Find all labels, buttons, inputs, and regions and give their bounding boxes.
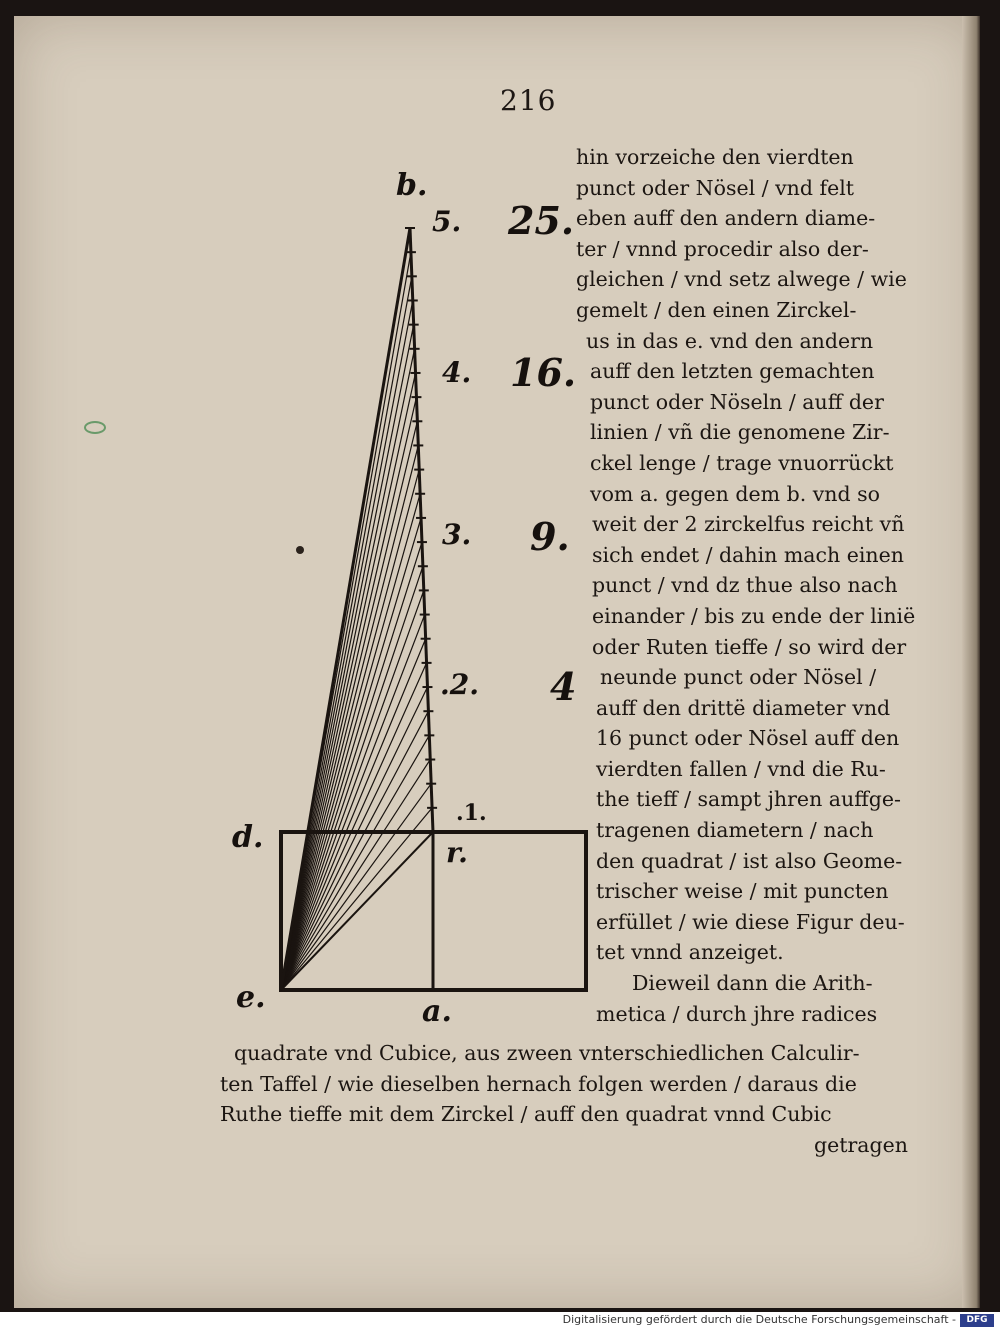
label-e: e. bbox=[236, 980, 266, 1015]
text-line: tragenen diametern / nach bbox=[596, 818, 874, 843]
text-line: auff den drittë diameter vnd bbox=[596, 695, 891, 720]
text-line: einander / bis zu ende der linië bbox=[592, 603, 916, 628]
text-line: punct oder Nösel / vnd felt bbox=[576, 175, 855, 200]
fan-lines bbox=[281, 228, 432, 990]
fan-line bbox=[281, 518, 421, 990]
text-line: ter / vnnd procedir also der- bbox=[576, 236, 869, 261]
label-level-2: .2. bbox=[440, 668, 479, 701]
text-line: Ruthe tieffe mit dem Zirckel / auff den quadrat vnnd Cubic bbox=[220, 1102, 832, 1127]
text-line: punct / vnd dz thue also nach bbox=[592, 573, 898, 598]
label-square-25: 25. bbox=[508, 198, 575, 243]
text-line: auff den letzten gemachten bbox=[590, 359, 875, 384]
text-line: vom a. gegen dem b. vnd so bbox=[590, 481, 881, 506]
text-line: vierdten fallen / vnd die Ru- bbox=[596, 756, 886, 781]
fan-line bbox=[281, 663, 427, 990]
fan-line bbox=[281, 300, 413, 990]
vertical-line bbox=[410, 228, 433, 832]
text-line: gleichen / vnd setz alwege / wie bbox=[576, 267, 907, 292]
fan-line bbox=[281, 590, 424, 990]
text-line: tet vnnd anzeiget. bbox=[596, 940, 784, 965]
label-a: a. bbox=[422, 994, 452, 1029]
label-d: d. bbox=[232, 820, 264, 855]
text-line: metica / durch jhre radices bbox=[596, 1001, 878, 1026]
dfg-logo: DFG bbox=[960, 1314, 994, 1327]
footer-bar bbox=[0, 1312, 1000, 1330]
text-line: linien / vñ die genomene Zir- bbox=[590, 420, 890, 445]
page-number: 216 bbox=[500, 84, 557, 117]
label-square-9: 9. bbox=[530, 514, 570, 559]
fan-line bbox=[281, 470, 419, 990]
fan-line bbox=[281, 542, 422, 990]
label-square-4: 4 bbox=[550, 664, 577, 709]
text-line: neunde punct oder Nösel / bbox=[600, 665, 877, 690]
bottom-text bbox=[220, 1038, 920, 1160]
text-line: getragen bbox=[814, 1132, 908, 1157]
text-line: trischer weise / mit puncten bbox=[596, 879, 889, 904]
text-line: ckel lenge / trage vnuorrückt bbox=[590, 450, 894, 475]
label-level-5: 5. bbox=[432, 205, 462, 238]
fan-line bbox=[281, 397, 416, 990]
fan-line bbox=[281, 445, 418, 990]
right-column-text bbox=[576, 142, 916, 1029]
fan-line bbox=[281, 687, 427, 990]
text-line: gemelt / den einen Zirckel- bbox=[576, 297, 857, 322]
text-line: den quadrat / ist also Geome- bbox=[596, 848, 903, 873]
fan-line bbox=[281, 349, 415, 990]
label-square-16: 16. bbox=[510, 350, 577, 395]
text-line: hin vorzeiche den vierdten bbox=[576, 145, 854, 169]
text-line: Dieweil dann die Arith- bbox=[632, 971, 873, 996]
text-line: erfüllet / wie diese Figur deu- bbox=[596, 909, 905, 934]
fan-line bbox=[281, 325, 414, 990]
label-r: r. bbox=[446, 836, 468, 869]
text-line: oder Ruten tieffe / so wird der bbox=[592, 634, 907, 659]
text-line: eben auff den andern diame- bbox=[576, 206, 876, 231]
fan-line bbox=[281, 639, 426, 990]
label-level-1: .1. bbox=[456, 800, 487, 826]
text-line: ten Taffel / wie dieselben hernach folgen werden / daraus die bbox=[220, 1071, 857, 1096]
label-level-4: 4. bbox=[442, 356, 472, 389]
footer-credit: Digitalisierung gefördert durch die Deutsche Forschungsgemeinschaft - bbox=[562, 1313, 956, 1326]
text-line: quadrate vnd Cubice, aus zween vnterschiedlichen Calculir- bbox=[234, 1041, 860, 1065]
text-line: punct oder Nöseln / auff der bbox=[590, 389, 884, 414]
label-level-3: 3. bbox=[442, 518, 472, 551]
fan-line bbox=[281, 494, 420, 990]
label-b: b. bbox=[396, 168, 428, 203]
text-line: us in das e. vnd den andern bbox=[586, 328, 874, 353]
text-line: sich endet / dahin mach einen bbox=[592, 542, 904, 567]
fan-line bbox=[281, 421, 417, 990]
text-line: the tieff / sampt jhren auffge- bbox=[596, 787, 901, 812]
text-line: 16 punct oder Nösel auff den bbox=[596, 726, 900, 751]
fan-line bbox=[281, 566, 423, 990]
text-line: weit der 2 zirckelfus reicht vñ bbox=[592, 512, 905, 537]
